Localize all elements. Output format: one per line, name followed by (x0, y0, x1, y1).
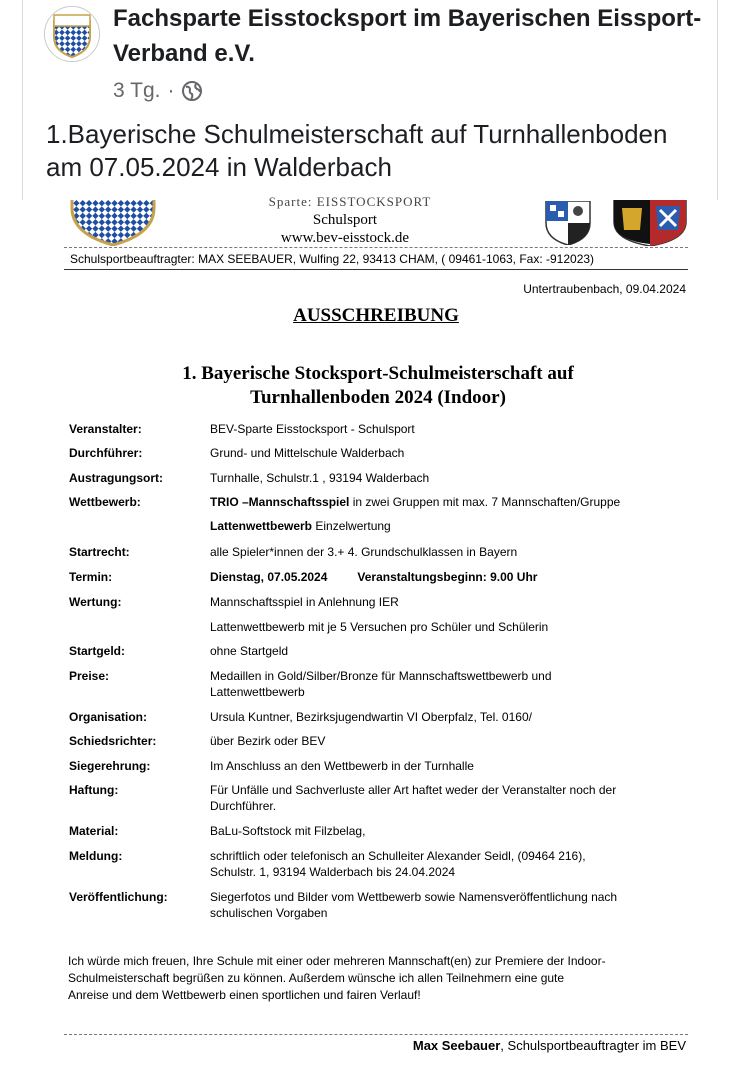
field-value: Lattenwettbewerb mit je 5 Versuchen pro Schüler und Schülerin (210, 620, 549, 634)
field-value: über Bezirk oder BEV (210, 734, 326, 748)
field-value (210, 518, 690, 534)
district-crest-icon (612, 200, 688, 246)
field-value: Turnhalle, Schulstr.1 , 93194 Walderbach (210, 471, 430, 485)
field-label: Preise: (69, 669, 110, 683)
post-text: 1.Bayerische Schulmeisterschaft auf Turnhallenboden am 07.05.2024 in Walderbach (46, 119, 668, 182)
header-rule (64, 247, 688, 248)
field-value: ohne Startgeld (210, 644, 289, 658)
meldung-line2: Schulstr. 1, 93194 Walderbach bis 24.04.2024 (210, 865, 456, 879)
doc-sparte-line: Sparte: EISSTOCKSPORT (268, 194, 432, 209)
field-label: Schiedsrichter: (69, 734, 157, 748)
preise-line1: Medaillen in Gold/Silber/Bronze für Mannschaftswettbewerb und (210, 669, 552, 683)
field-value: alle Spieler*innen der 3.+ 4. Grundschulklassen in Bayern (210, 545, 518, 559)
bev-logo (70, 200, 156, 246)
field-value (210, 494, 690, 510)
bev-logo-icon (45, 7, 99, 61)
field-value (210, 782, 690, 814)
post-image-document[interactable] (0, 194, 738, 1078)
trio-detail: in zwei Gruppen mit max. 7 Mannschaften/Gruppe (349, 495, 621, 509)
field-label: Organisation: (69, 710, 148, 724)
field-value: BaLu-Softstock mit Filzbelag, (210, 824, 366, 838)
field-label: Wettbewerb: (69, 495, 141, 509)
field-value (210, 889, 690, 921)
post-time[interactable]: 3 Tg. (113, 79, 161, 102)
field-value: Mannschaftsspiel in Anlehnung IER (210, 595, 399, 609)
signature-rule (64, 1034, 688, 1035)
field-label: Veranstalter: (69, 422, 142, 436)
header-rule-bottom (64, 269, 688, 270)
doc-title (0, 362, 738, 410)
field-value: BEV-Sparte Eisstocksport - Schulsport (210, 422, 415, 436)
field-label: Siegerehrung: (69, 759, 151, 773)
doc-website: www.bev-eisstock.de (280, 230, 410, 246)
latten-detail: Einzelwertung (312, 519, 391, 533)
haftung-line2: Durchführer. (210, 799, 277, 813)
field-label: Startrecht: (69, 545, 130, 559)
field-value (210, 569, 690, 585)
field-label: Veröffentlichung: (69, 890, 168, 904)
signature-role: , Schulsportbeauftragter im BEV (500, 1038, 686, 1053)
field-label: Material: (69, 824, 119, 838)
closing-line: Anreise und dem Wettbewerb einen sportlichen und fairen Verlauf! (68, 988, 421, 1002)
termin-date: Dienstag, 07.05.2024 (210, 570, 328, 584)
county-crest-icon (544, 201, 592, 245)
doc-title-line1: 1. Bayerische Stocksport-Schulmeisterschaft auf (182, 363, 574, 384)
veroeffentlichung-line2: schulischen Vorgaben (210, 906, 328, 920)
termin-begin: Veranstaltungsbeginn: 9.00 Uhr (357, 570, 538, 584)
field-label: Durchführer: (69, 446, 143, 460)
officer-contact-line: Schulsportbeauftragter: MAX SEEBAUER, Wulfing 22, 93413 CHAM, ( 09461-1063, Fax: -912023) (70, 252, 595, 266)
field-value: Im Anschluss an den Wettbewerb in der Turnhalle (210, 759, 474, 773)
field-value (210, 848, 690, 880)
bev-crest-icon (70, 200, 156, 246)
signature-name: Max Seebauer (412, 1038, 501, 1053)
post-header (0, 0, 738, 200)
latten-label: Lattenwettbewerb (210, 519, 313, 533)
field-label: Austragungsort: (69, 471, 163, 485)
field-value (210, 668, 690, 700)
field-value: Ursula Kuntner, Bezirksjugendwartin VI Oberpfalz, Tel. 0160/ (210, 710, 532, 724)
field-label: Termin: (69, 570, 113, 584)
doc-title-line2: Turnhallenboden 2024 (Indoor) (250, 387, 506, 408)
meta-separator: · (167, 79, 175, 102)
page-name[interactable]: Fachsparte Eisstocksport im Bayerischen Eissport-Verband e.V. (113, 5, 702, 67)
veroeffentlichung-line1: Siegerfotos und Bilder vom Wettbewerb sowie Namensveröffentlichung nach (210, 890, 618, 904)
signature (413, 1038, 686, 1053)
haftung-line1: Für Unfälle und Sachverluste aller Art haftet weder der Veranstalter noch der (210, 783, 617, 797)
globe-icon[interactable] (181, 80, 203, 102)
doc-subheading: Schulsport (312, 212, 378, 228)
field-label: Startgeld: (69, 644, 126, 658)
field-label: Meldung: (69, 849, 123, 863)
closing-line: Schulmeisterschaft begrüßen zu können. Außerdem wünsche ich allen Teilnehmern eine gute (68, 971, 565, 985)
meldung-line1: schriftlich oder telefonisch an Schulleiter Alexander Seidl, (09464 216), (210, 849, 586, 863)
preise-line2: Lattenwettbewerb (210, 685, 305, 699)
place-date: Untertraubenbach, 09.04.2024 (523, 282, 686, 296)
field-label: Wertung: (69, 595, 122, 609)
post-meta (113, 76, 203, 106)
closing-paragraph (68, 953, 698, 1004)
doc-heading: AUSSCHREIBUNG (293, 305, 459, 326)
field-label: Haftung: (69, 783, 119, 797)
closing-line: Ich würde mich freuen, Ihre Schule mit einer oder mehreren Mannschaft(en) zur Premiere der Indoor- (68, 954, 606, 968)
trio-label: TRIO –Mannschaftsspiel (210, 495, 350, 509)
field-value: Grund- und Mittelschule Walderbach (210, 446, 405, 460)
page-avatar[interactable] (44, 6, 100, 62)
